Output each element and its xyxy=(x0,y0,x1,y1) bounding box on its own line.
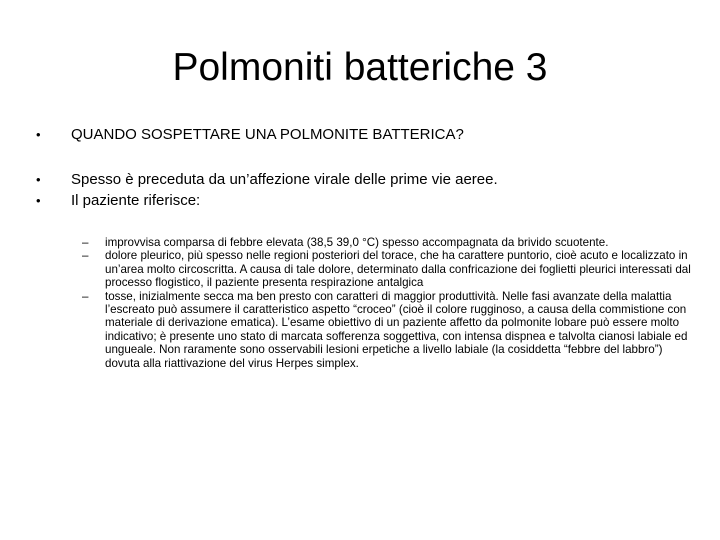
bullet-text: QUANDO SOSPETTARE UNA POLMONITE BATTERICA? xyxy=(71,126,464,143)
sub-bullet-item xyxy=(82,249,692,289)
bullet-glyph: • xyxy=(36,127,41,142)
dash-glyph: – xyxy=(82,236,89,249)
bullet-item xyxy=(36,124,686,145)
bullet-item xyxy=(36,190,686,211)
bullet-text: Spesso è preceduta da un’affezione virale delle prime vie aeree. xyxy=(71,171,498,188)
bullet-item xyxy=(36,169,686,190)
bullet-text: Il paziente riferisce: xyxy=(71,192,201,209)
sub-bullet-text: improvvisa comparsa di febbre elevata (38,5 39,0 °C) spesso accompagnata da brivido scuotente. xyxy=(105,236,609,249)
sub-bullet-list xyxy=(82,236,692,370)
dash-glyph: – xyxy=(82,249,89,263)
bullet-list xyxy=(36,124,686,211)
bullet-glyph: • xyxy=(36,193,41,208)
bullet-glyph: • xyxy=(36,172,41,187)
sub-bullet-text: dolore pleurico, più spesso nelle regioni posteriori del torace, che ha carattere puntorio, cioè acuto e localizzato in un’area molto circoscritta. A causa di tale dolore, determinato dalla confricazione dei foglietti pleurici interessati dal processo flogistico, il paziente presenta respirazione antalgica xyxy=(105,249,691,290)
sub-bullet-text: tosse, inizialmente secca ma ben presto con caratteri di maggior produttività. Nelle fasi avanzate della malattia l’escreato può assumere il caratteristico aspetto “croceo” (cioè il colore rugginoso, a causa della commistione con materiale di derivazione ematica). L’esame obiettivo di un paziente affetto da polmonite lobare può essere molto indicativo; è presente uno stato di marcata sofferenza soggettiva, con intensa dispnea e talvolta cianosi labiale ed ungueale. Non raramente sono osservabili lesioni erpetiche a livello labiale (la cosiddetta “febbre del labbro”) dovuta alla riattivazione del virus Herpes simplex. xyxy=(105,289,688,370)
sub-bullet-item xyxy=(82,236,692,249)
dash-glyph: – xyxy=(82,289,89,303)
slide-title: Polmoniti batteriche 3 xyxy=(172,46,548,89)
sub-bullet-item xyxy=(82,290,692,370)
